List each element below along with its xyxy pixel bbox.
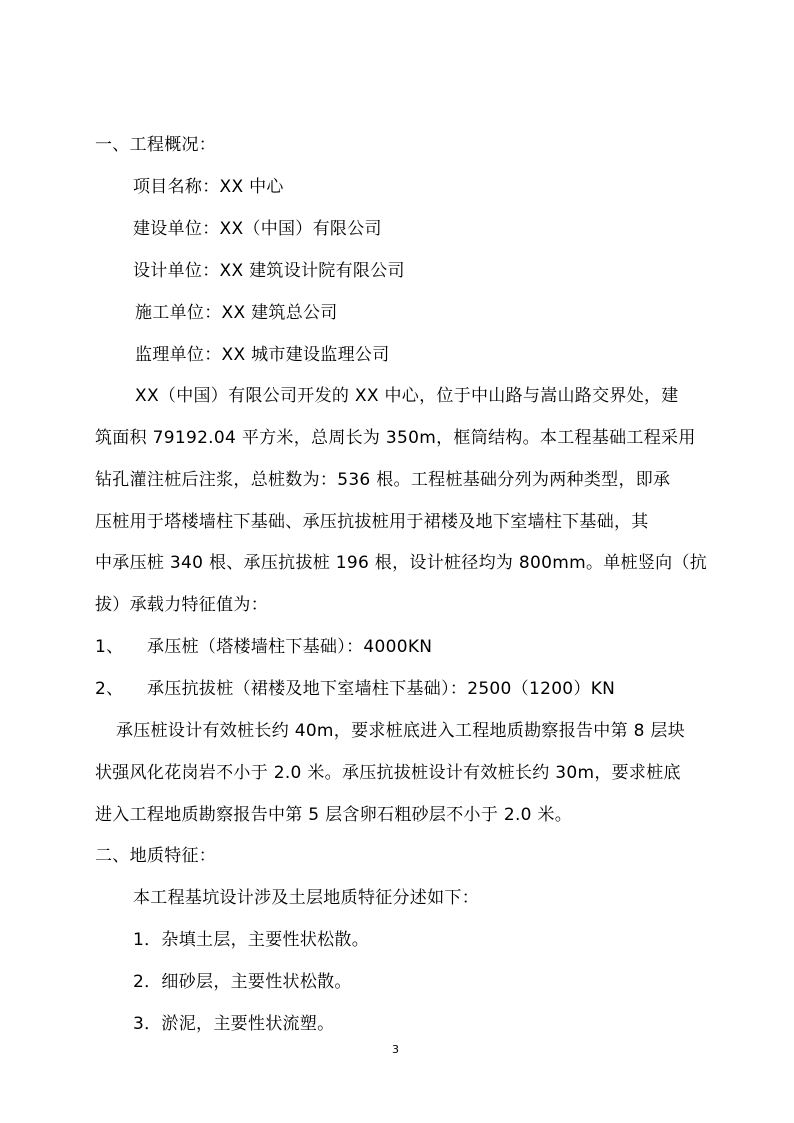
paragraph-line: XX（中国）有限公司开发的 XX 中心，位于中山路与嵩山路交界处，建: [135, 386, 679, 406]
page-number: 3: [392, 1043, 399, 1056]
paragraph-line: 进入工程地质勘察报告中第 5 层含卵石粗砂层不小于 2.0 米。: [95, 805, 573, 825]
paragraph-line: 拔）承载力特征值为：: [95, 595, 268, 615]
list-number: 2、: [95, 679, 124, 699]
paragraph-line: 状强风化花岗岩不小于 2.0 米。承压抗拔桩设计有效桩长约 30m，要求桩底: [95, 763, 681, 783]
list-number: 1、: [95, 637, 124, 657]
list-item-text: 承压抗拔桩（裙楼及地下室墙柱下基础）：2500（1200）KN: [147, 679, 616, 699]
list-item: 3．淤泥，主要性状流塑。: [133, 1014, 335, 1034]
paragraph-line: 中承压桩 340 根、承压抗拔桩 196 根，设计桩径均为 800mm。单桩竖向（抗: [95, 553, 708, 573]
design-unit: 设计单位：XX 建筑设计院有限公司: [133, 261, 405, 281]
paragraph-line: 承压桩设计有效桩长约 40m，要求桩底进入工程地质勘察报告中第 8 层块: [116, 721, 686, 741]
paragraph-line: 压桩用于塔楼墙柱下基础、承压抗拔桩用于裙楼及地下室墙柱下基础，其: [95, 512, 649, 532]
geology-intro: 本工程基坑设计涉及土层地质特征分述如下：: [133, 888, 479, 908]
owner-unit: 建设单位：XX（中国）有限公司: [133, 219, 382, 239]
section-heading-geology: 二、地质特征：: [95, 846, 217, 866]
project-name: 项目名称：XX 中心: [133, 177, 284, 197]
construction-unit: 施工单位：XX 建筑总公司: [135, 303, 338, 323]
list-item: 1．杂填土层，主要性状松散。: [133, 930, 370, 950]
supervision-unit: 监理单位：XX 城市建设监理公司: [135, 345, 390, 365]
list-item-text: 承压桩（塔楼墙柱下基础）：4000KN: [147, 637, 433, 657]
list-item: 2．细砂层，主要性状松散。: [133, 972, 352, 992]
paragraph-line: 筑面积 79192.04 平方米，总周长为 350m，框筒结构。本工程基础工程采用: [95, 428, 696, 448]
paragraph-line: 钻孔灌注桩后注浆，总桩数为：536 根。工程桩基础分列为两种类型，即承: [95, 470, 671, 490]
section-heading-overview: 一、工程概况：: [95, 135, 217, 155]
